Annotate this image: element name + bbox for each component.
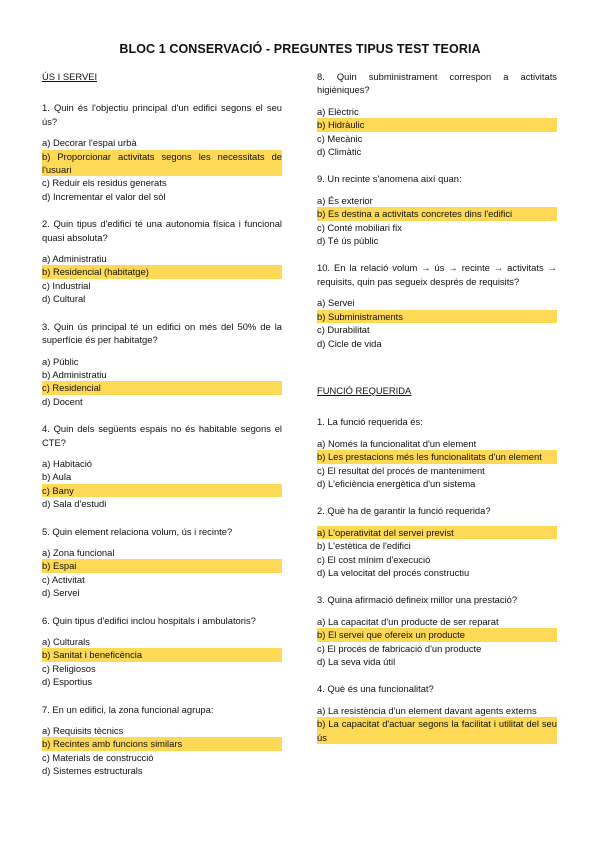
answer-option-correct: b) Les prestacions més les funcionalitats d'un element bbox=[317, 450, 557, 463]
answer-option-correct: b) Subministraments bbox=[317, 310, 557, 323]
answer-option: a) Administratiu bbox=[42, 253, 107, 265]
question bbox=[317, 172, 557, 247]
answer-option: d) Esportius bbox=[42, 676, 93, 688]
question-text: 5. Quin element relaciona volum, ús i recinte? bbox=[42, 525, 233, 537]
answer-option-correct: b) Sanitat i beneficència bbox=[42, 648, 282, 661]
answer-option-correct: b) Hidràulic bbox=[317, 118, 557, 131]
answer-option: d) Docent bbox=[42, 395, 83, 407]
answer-option: d) L'eficiència energètica d'un sistema bbox=[317, 477, 476, 489]
answer-option: c) Activitat bbox=[42, 573, 85, 585]
question bbox=[317, 593, 557, 668]
answer-option: c) Religiosos bbox=[42, 662, 96, 674]
question-text: 4. Quin dels següents espais no és habitable segons el CTE? bbox=[42, 423, 282, 448]
answer-option: b) L'estètica de l'edifici bbox=[317, 540, 411, 552]
answer-option: a) Decorar l'espai urbà bbox=[42, 137, 137, 149]
question bbox=[42, 703, 282, 778]
answer-option-correct: a) L'operativitat del servei previst bbox=[317, 526, 557, 539]
question bbox=[317, 682, 557, 744]
question bbox=[42, 320, 282, 408]
question-text: 3. Quina afirmació defineix millor una prestació? bbox=[317, 594, 518, 606]
question-text: 7. En un edifici, la zona funcional agrupa: bbox=[42, 703, 214, 715]
question bbox=[42, 525, 282, 600]
answer-option: d) Servei bbox=[42, 587, 80, 599]
answer-option: c) Reduir els residus generats bbox=[42, 177, 167, 189]
answer-option: a) Servei bbox=[317, 297, 355, 309]
answer-option: c) Durabilitat bbox=[317, 324, 370, 336]
question-text: 4. Què és una funcionalitat? bbox=[317, 683, 434, 695]
answer-option: d) Cicle de vida bbox=[317, 337, 382, 349]
question-text: 6. Quin tipus d'edifici inclou hospitals i ambulatoris? bbox=[42, 614, 256, 626]
answer-option: a) La resistència d'un element davant agents externs bbox=[317, 704, 537, 716]
answer-option-correct: b) Residencial (habitatge) bbox=[42, 265, 282, 278]
answer-option: d) Climàtic bbox=[317, 146, 362, 158]
answer-option: c) Conté mobiliari fix bbox=[317, 221, 402, 233]
question-text: 9. Un recinte s'anomena així quan: bbox=[317, 173, 462, 185]
answer-option: a) Públic bbox=[42, 355, 79, 367]
answer-option-correct: b) La capacitat d'actuar segons la facilitat i utilitat del seu ús bbox=[317, 718, 557, 743]
answer-option: d) La seva vida útil bbox=[317, 656, 396, 667]
question-text: 2. Què ha de garantir la funció requerida? bbox=[317, 505, 491, 517]
answer-option: a) Elèctric bbox=[317, 105, 359, 117]
question bbox=[42, 217, 282, 305]
answer-option: b) Aula bbox=[42, 471, 72, 483]
answer-option: a) Habitació bbox=[42, 457, 93, 469]
answer-option: a) Requisits tècnics bbox=[42, 725, 124, 737]
answer-option: d) Sala d'estudi bbox=[42, 498, 107, 510]
answer-option: d) Sistemes estructurals bbox=[42, 765, 143, 777]
question-list-funcio-requerida bbox=[317, 415, 557, 744]
answer-option: a) Zona funcional bbox=[42, 546, 115, 558]
answer-option-correct: b) Proporcionar activitats segons les necessitats de l'usuari bbox=[42, 150, 282, 176]
question-text: 1. Quin és l'objectiu principal d'un edifici segons el seu ús? bbox=[42, 102, 282, 127]
answer-option: c) Industrial bbox=[42, 279, 91, 291]
answer-option: c) Mecànic bbox=[317, 132, 363, 144]
page-title: BLOC 1 CONSERVACIÓ - PREGUNTES TIPUS TEST TEORIA bbox=[119, 42, 481, 56]
answer-option-correct: c) Bany bbox=[42, 484, 282, 497]
right-column bbox=[317, 70, 557, 758]
question bbox=[317, 504, 557, 579]
answer-option-correct: b) Espai bbox=[42, 559, 282, 572]
answer-option-correct: b) Recintes amb funcions similars bbox=[42, 737, 282, 750]
answer-option: b) Administratiu bbox=[42, 368, 107, 380]
answer-option: a) Culturals bbox=[42, 636, 90, 647]
question bbox=[42, 101, 282, 203]
answer-option: d) Incrementar el valor del sòl bbox=[42, 190, 166, 202]
question bbox=[317, 261, 557, 349]
question-text: 2. Quin tipus d'edifici té una autonomia física i funcional quasi absoluta? bbox=[42, 218, 282, 243]
answer-option: d) Té ús públic bbox=[317, 235, 379, 247]
question bbox=[42, 422, 282, 510]
question bbox=[42, 614, 282, 689]
answer-option: a) És exterior bbox=[317, 194, 373, 206]
answer-option: d) La velocitat del procés constructiu bbox=[317, 566, 470, 578]
question bbox=[317, 415, 557, 490]
section-spacer bbox=[317, 364, 557, 384]
question bbox=[317, 70, 557, 158]
answer-option: d) Cultural bbox=[42, 293, 86, 305]
section-heading-us-i-servei: ÚS I SERVEI bbox=[42, 71, 98, 82]
question-list-us-i-servei bbox=[42, 101, 282, 777]
answer-option: a) Només la funcionalitat d'un element bbox=[317, 437, 477, 449]
answer-option-correct: b) El servei que ofereix un producte bbox=[317, 628, 557, 641]
answer-option: c) Materials de construcció bbox=[42, 751, 154, 763]
question-list-us-i-servei-cont bbox=[317, 70, 557, 350]
section-heading-funcio-requerida: FUNCIÓ REQUERIDA bbox=[317, 384, 412, 396]
answer-option: a) La capacitat d'un producte de ser reparat bbox=[317, 615, 499, 627]
answer-option: c) El resultat del procés de manteniment bbox=[317, 464, 485, 476]
left-column bbox=[42, 70, 282, 792]
question-text: 10. En la relació volum → ús → recinte → activitats → requisits, quin pas segueix després de requisits? bbox=[317, 262, 557, 287]
answer-option: c) El cost mínim d'execució bbox=[317, 553, 431, 565]
answer-option: c) El procés de fabricació d'un producte bbox=[317, 642, 482, 654]
question-text: 3. Quin ús principal té un edifici on més del 50% de la superfície és per habitatge? bbox=[42, 320, 282, 346]
answer-option-correct: c) Residencial bbox=[42, 381, 282, 394]
question-text: 8. Quin subministrament correspon a activitats higièniques? bbox=[317, 71, 557, 96]
answer-option-correct: b) Es destina a activitats concretes dins l'edifici bbox=[317, 207, 557, 220]
question-text: 1. La funció requerida és: bbox=[317, 416, 423, 428]
